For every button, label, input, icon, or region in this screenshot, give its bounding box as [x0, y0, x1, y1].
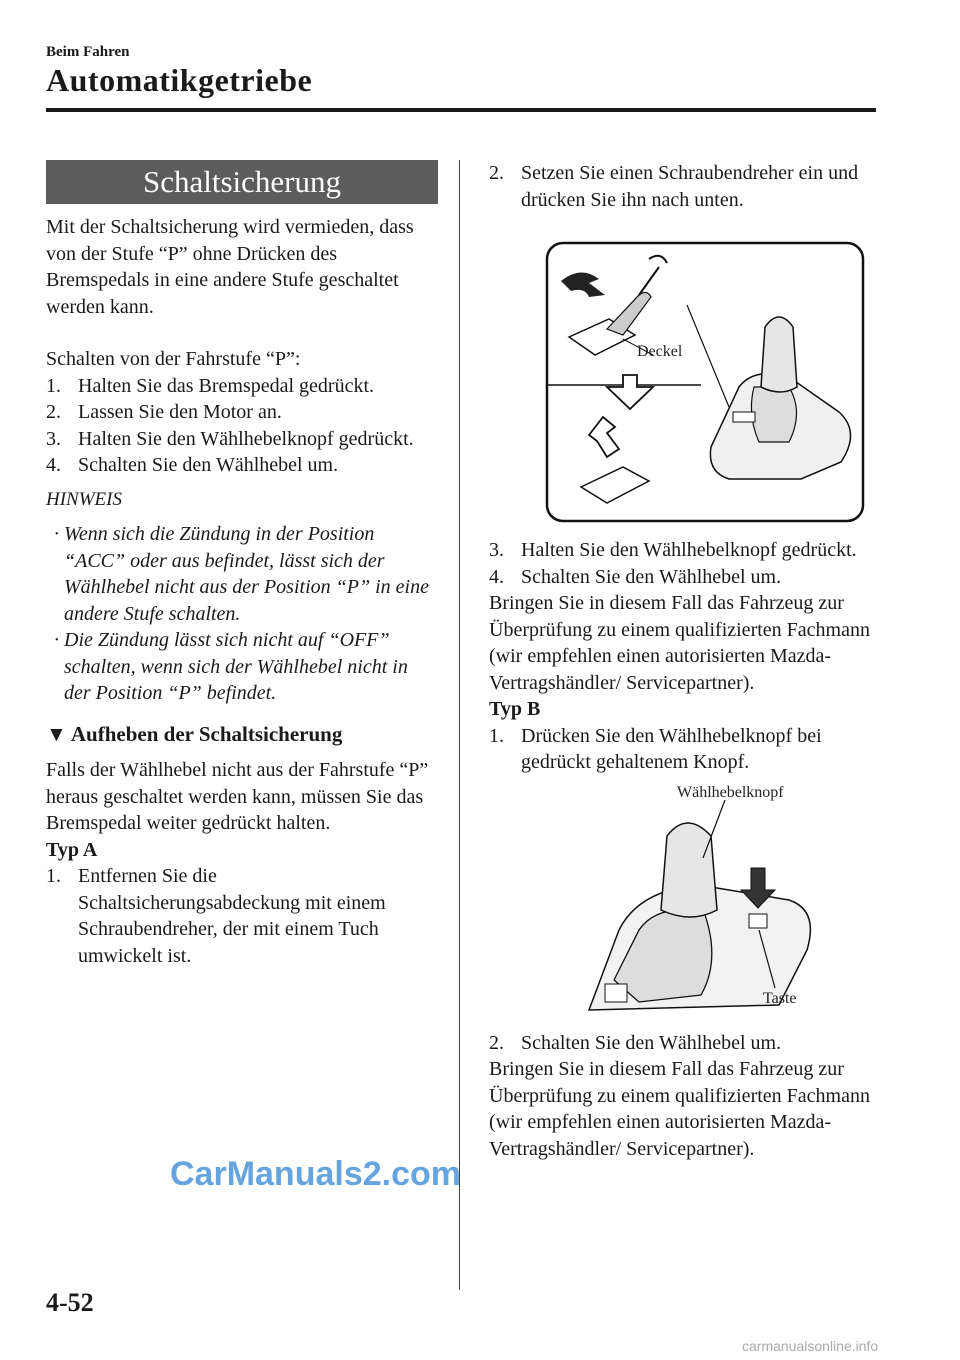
service-paragraph: Bringen Sie in diesem Fall das Fahrzeug zur Überprüfung zu einem qualifizierten Fachmann (wir empfehlen einen autorisierten Mazda-Vertragshändler/ Servicepartner).: [489, 1058, 870, 1160]
footer-site: carmanualsonline.info: [742, 1338, 879, 1354]
page-number: 4-52: [46, 1288, 94, 1317]
section-label: Beim Fahren: [46, 44, 130, 60]
figure-cover-removal: [489, 237, 881, 527]
cover-removal-illustration: [489, 237, 881, 527]
chapter-title: Automatikgetriebe: [46, 62, 313, 98]
column-divider: [459, 160, 460, 1290]
step-item: 1. Drücken Sie den Wählhebelknopf bei gedrückt gehaltenem Knopf.: [489, 724, 822, 773]
figure-shift-button: [489, 780, 881, 1030]
typ-a-heading: Typ A: [46, 838, 98, 861]
step-item: 3. Halten Sie den Wählhebelknopf gedrückt.: [46, 427, 414, 450]
figure-label-cover: Deckel: [637, 343, 683, 360]
right-column: [489, 160, 881, 1162]
figure-label-button: Taste: [763, 989, 797, 1007]
steps-intro: Schalten von der Fahrstufe “P”:: [46, 348, 301, 370]
step-item: 2. Schalten Sie den Wählhebel um.: [489, 1031, 782, 1054]
header-rule: [46, 108, 876, 112]
step-item: 4. Schalten Sie den Wählhebel um.: [489, 565, 782, 588]
release-paragraph: Falls der Wählhebel nicht aus der Fahrstufe “P” heraus geschaltet werden kann, müssen Sie das Bremspedal weiter gedrückt halten.: [46, 759, 429, 834]
step-item: 1. Entfernen Sie die Schaltsicherungsabdeckung mit einem Schraubendreher, der mit einem Tuch umwickelt ist.: [46, 865, 386, 967]
note-item: · Wenn sich die Zündung in der Position “ACC” oder aus befindet, lässt sich der Wählhebel nicht aus der Position “P” in eine andere Stufe schalten.: [54, 523, 429, 625]
step-item: 3. Halten Sie den Wählhebelknopf gedrückt.: [489, 539, 857, 561]
figure-label-knob: Wählhebelknopf: [677, 783, 784, 801]
note-item: · Die Zündung lässt sich nicht auf “OFF” schalten, wenn sich der Wählhebel nicht in der Position “P” befindet.: [54, 629, 408, 704]
step-item: 2. Setzen Sie einen Schraubendreher ein und drücken Sie ihn nach unten.: [489, 162, 859, 211]
note-title: HINWEIS: [46, 488, 122, 510]
subheading: ▼ Aufheben der Schaltsicherung: [46, 721, 343, 746]
triangle-marker-icon: ▼: [46, 721, 67, 746]
step-item: 1. Halten Sie das Bremspedal gedrückt.: [46, 374, 375, 397]
shift-lever-illustration: [489, 780, 881, 1030]
left-column: [46, 160, 438, 969]
step-item: 2. Lassen Sie den Motor an.: [46, 401, 282, 423]
section-banner: Schaltsicherung: [46, 160, 438, 204]
step-item: 4. Schalten Sie den Wählhebel um.: [46, 454, 339, 476]
service-paragraph: Bringen Sie in diesem Fall das Fahrzeug zur Überprüfung zu einem qualifizierten Fachmann (wir empfehlen einen autorisierten Mazda-Vertragshändler/ Servicepartner).: [489, 592, 870, 694]
watermark-logo: CarManuals2.com: [170, 1155, 461, 1193]
intro-paragraph: Mit der Schaltsicherung wird vermieden, dass von der Stufe “P” ohne Drücken des Bremspedals in eine andere Stufe geschaltet werden kann.: [46, 216, 414, 318]
typ-b-heading: Typ B: [489, 698, 541, 720]
